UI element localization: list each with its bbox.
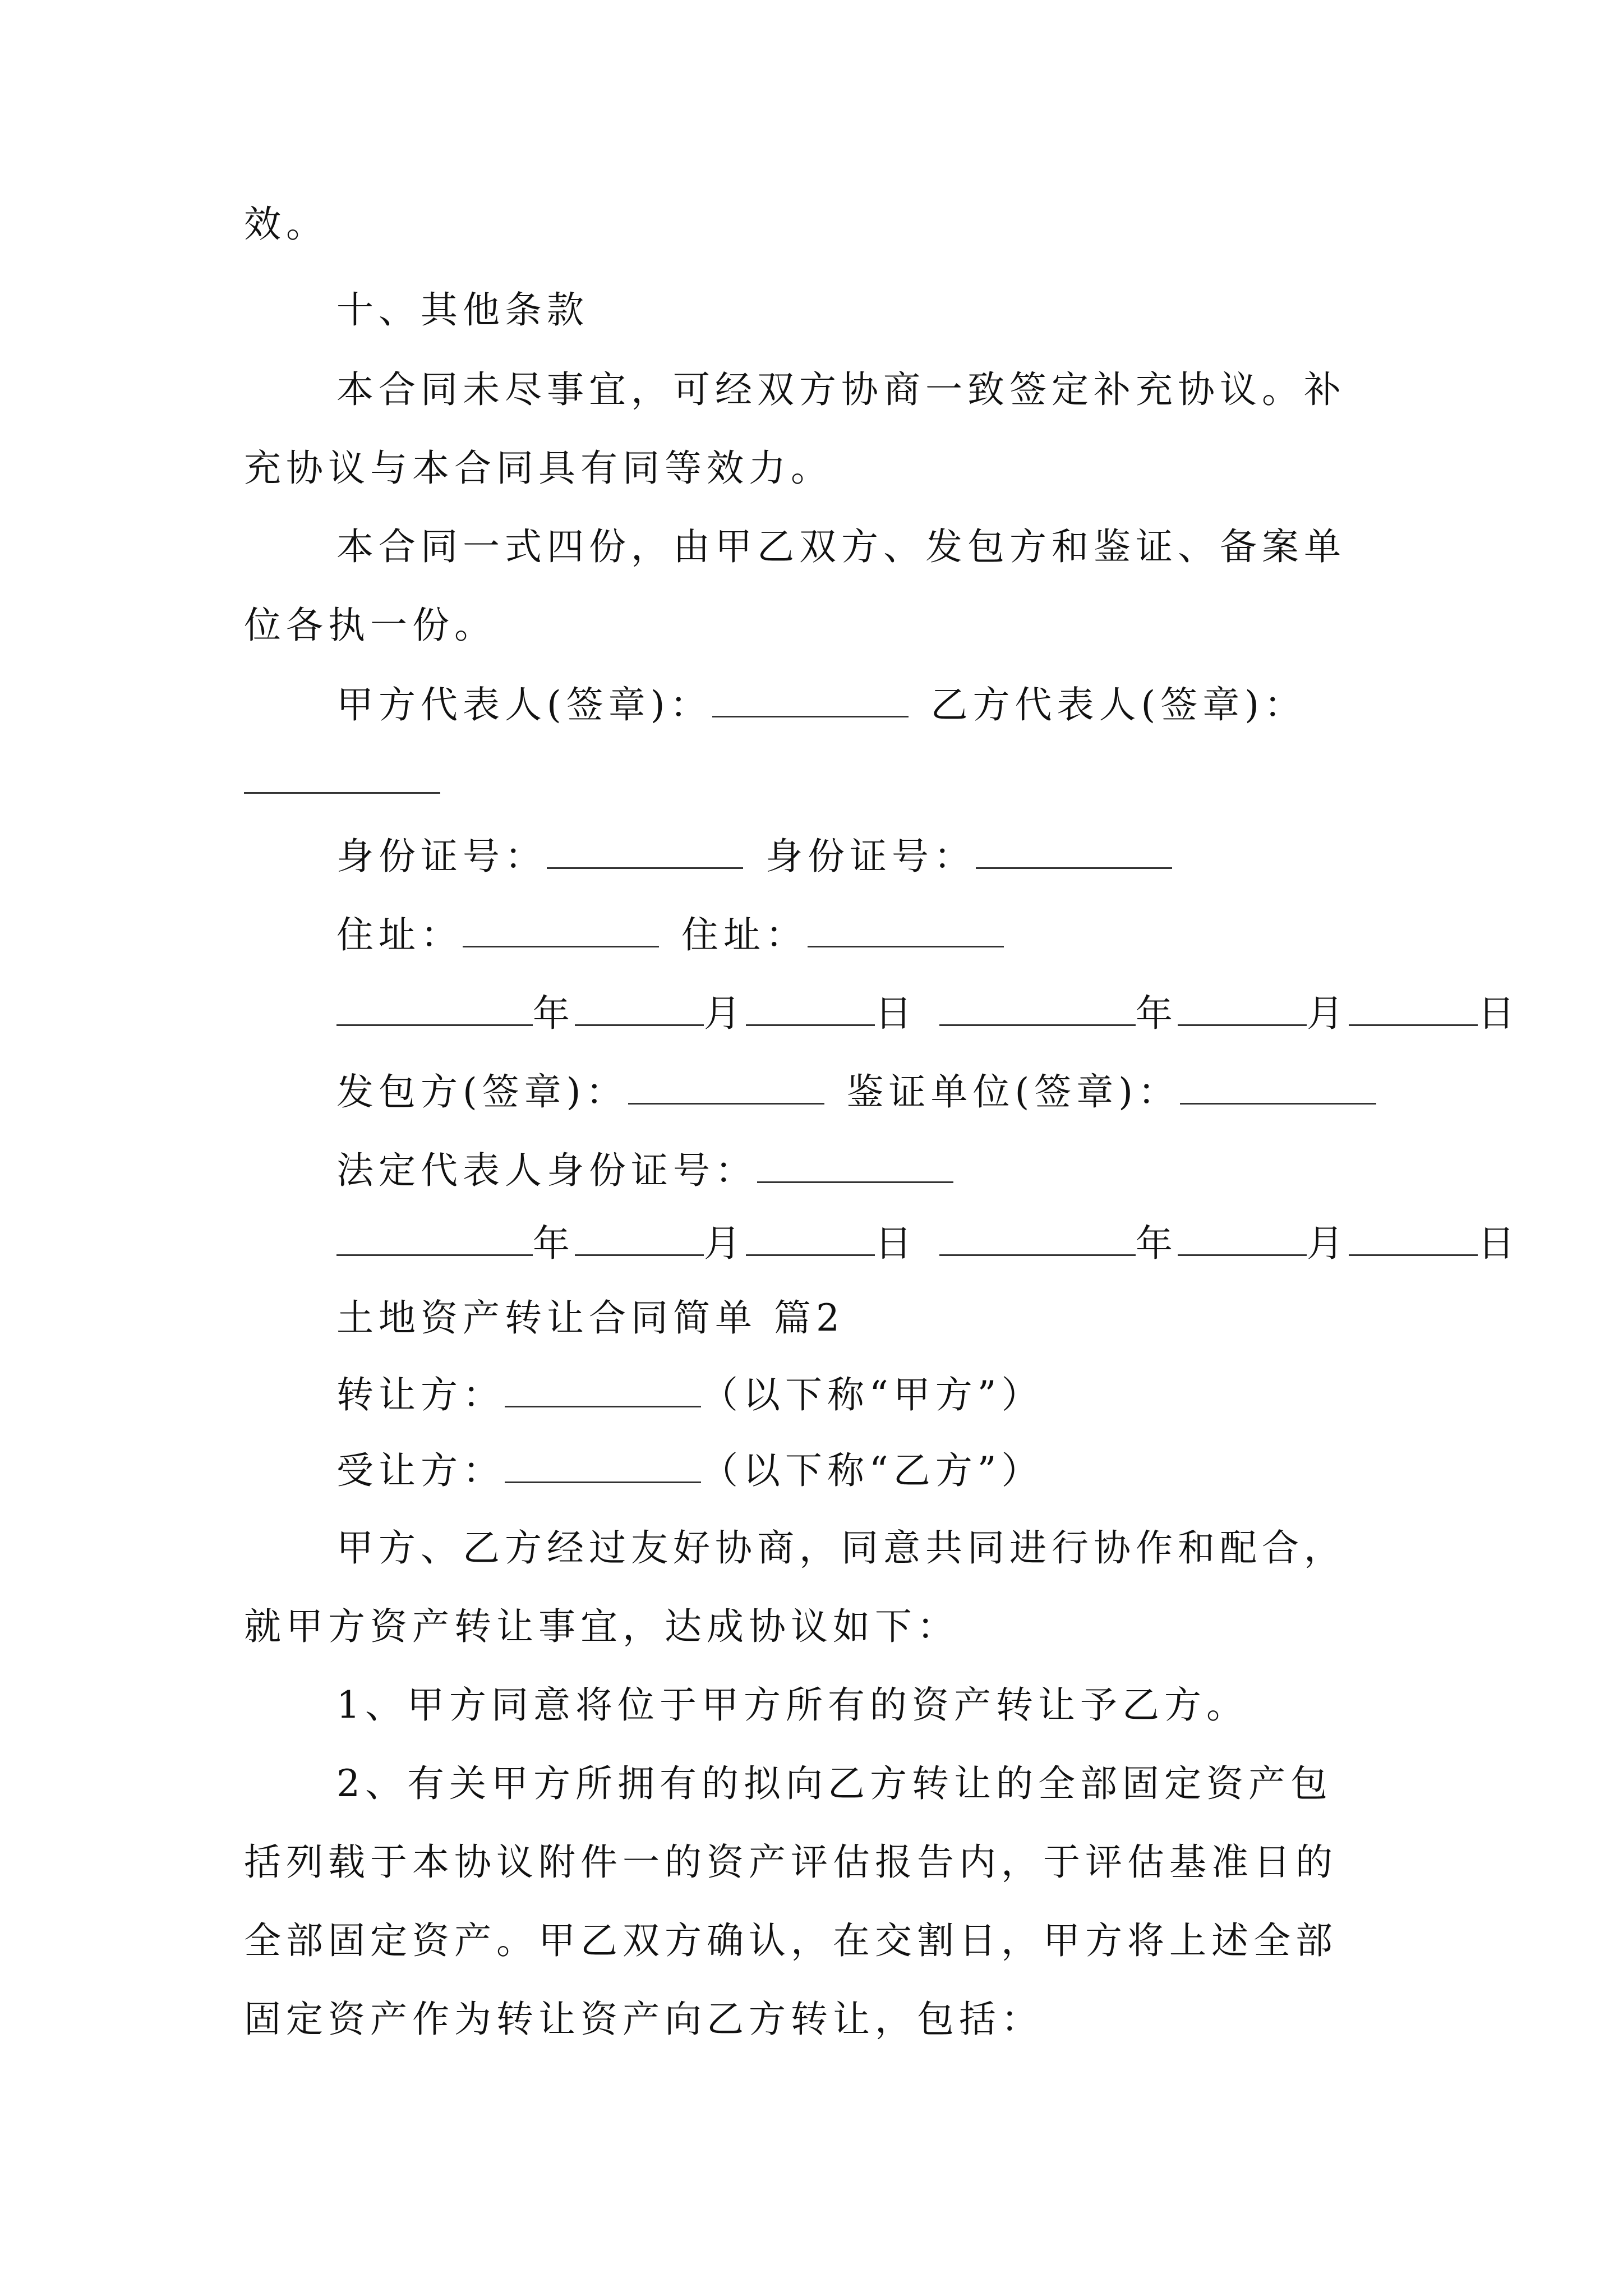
blank-line [746,1217,875,1256]
text-line: 充协议与本合同具有同等效力。 [244,447,833,490]
year-label: 年 [533,1222,575,1265]
transferor-row [336,1369,1043,1420]
blank-line [547,830,743,869]
year-label: 年 [1136,992,1178,1035]
text-line: 本合同未尽事宜，可经双方协商一致签定补充协议。补 [336,368,1346,411]
address-row [336,909,1004,960]
transferee-note: （以下称“乙方”） [701,1449,1044,1492]
blank-line [757,1144,953,1183]
transferor-note: （以下称“甲方”） [701,1373,1044,1416]
blank-line [808,909,1004,947]
text-line: 位各执一份。 [244,604,496,647]
text-line: 效。 [244,203,328,246]
month-label: 月 [704,1222,746,1265]
blank-line [244,792,440,794]
text-line: 就甲方资产转让事宜，达成协议如下： [244,1605,959,1648]
day-label: 日 [875,1222,917,1265]
blank-line [976,830,1172,869]
month-label: 月 [1307,992,1349,1035]
party-b-address-label: 住址： [681,913,808,956]
party-b-id-label: 身份证号： [766,835,976,878]
blank-line [628,1066,824,1105]
blank-line [336,987,533,1026]
blank-line [1349,1217,1478,1256]
blank-line [746,987,875,1026]
party-a-rep-label: 甲方代表人(签章)： [336,683,712,726]
blank-line [939,987,1136,1026]
section-title: 土地资产转让合同简单 篇2 [336,1296,845,1340]
section-heading: 十、其他条款 [336,288,589,332]
legal-rep-row [336,1144,953,1196]
day-label: 日 [1478,1222,1520,1265]
text-line: 全部固定资产。甲乙双方确认，在交割日，甲方将上述全部 [244,1919,1338,1962]
party-b-rep-label: 乙方代表人(签章)： [930,683,1306,726]
legal-rep-id-label: 法定代表人身份证号： [336,1149,757,1192]
transferee-row [336,1444,1043,1496]
blank-line [463,909,659,947]
blank-line [336,1217,533,1256]
blank-line [939,1217,1136,1256]
blank-line [1349,987,1478,1026]
text-line: 本合同一式四份，由甲乙双方、发包方和鉴证、备案单 [336,525,1346,568]
contractor-label: 发包方(签章)： [336,1070,628,1114]
party-a-address-label: 住址： [336,913,463,956]
month-label: 月 [704,992,746,1035]
blank-line [505,1369,701,1407]
text-line: 甲方、乙方经过友好协商，同意共同进行协作和配合， [336,1526,1346,1570]
year-label: 年 [533,992,575,1035]
contractor-row [336,1066,1376,1117]
day-label: 日 [1478,992,1520,1035]
date-row [336,987,1520,1039]
list-item: 2、有关甲方所拥有的拟向乙方转让的全部固定资产包 [336,1762,1332,1805]
text-line: 固定资产作为转让资产向乙方转让，包括： [244,1998,1043,2041]
text-line: 括列载于本协议附件一的资产评估报告内，于评估基准日的 [244,1841,1338,1884]
blank-line [1178,987,1307,1026]
day-label: 日 [875,992,917,1035]
year-label: 年 [1136,1222,1178,1265]
party-a-id-label: 身份证号： [336,835,547,878]
blank-line [575,1217,704,1256]
transferor-label: 转让方： [336,1373,505,1416]
blank-line [505,1444,701,1483]
notary-label: 鉴证单位(签章)： [846,1070,1180,1114]
list-item: 1、甲方同意将位于甲方所有的资产转让予乙方。 [336,1683,1248,1727]
blank-line [712,679,909,717]
blank-line [1178,1217,1307,1256]
transferee-label: 受让方： [336,1449,505,1492]
date-row [336,1217,1520,1269]
id-row [336,830,1172,882]
blank-line [575,987,704,1026]
blank-line [1180,1066,1376,1105]
signature-row [336,679,1306,730]
month-label: 月 [1307,1222,1349,1265]
